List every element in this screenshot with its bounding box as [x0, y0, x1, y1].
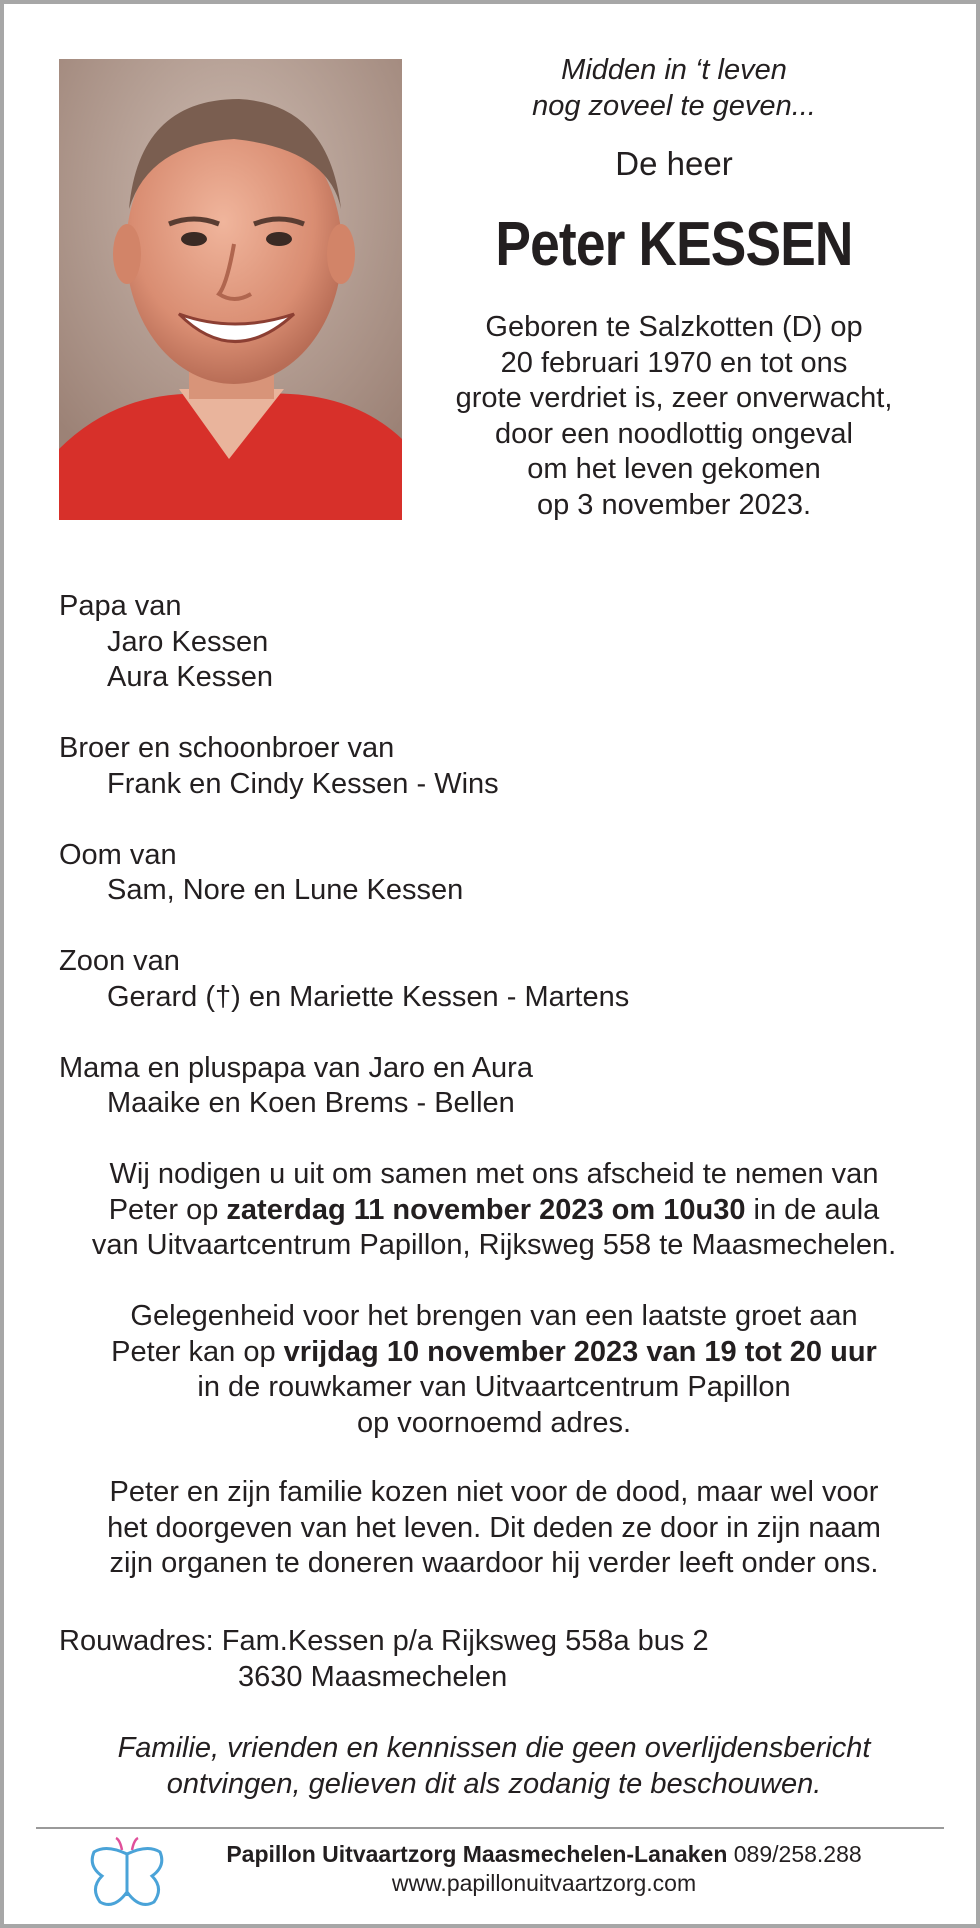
invitation-line: Wij nodigen u uit om samen met ons afscheid te nemen van [109, 1158, 879, 1190]
viewing-line: in de rouwkamer van Uitvaartcentrum Papillon [197, 1371, 791, 1403]
funeral-invitation [44, 1157, 944, 1264]
family-group-label: Oom van [59, 838, 177, 871]
viewing-info [44, 1299, 944, 1441]
family-member: Frank en Cindy Kessen - Wins [107, 767, 499, 800]
funeral-datetime: zaterdag 11 november 2023 om 10u30 [226, 1193, 746, 1226]
viewing-line [44, 1335, 944, 1371]
closing-note [44, 1731, 944, 1802]
funeral-home-name: Papillon Uitvaartzorg Maasmechelen-Lanaken [226, 1841, 728, 1867]
invitation-text: Peter op [108, 1193, 227, 1226]
invitation-line: van Uitvaartcentrum Papillon, Rijksweg 558 te Maasmechelen. [91, 1229, 897, 1261]
butterfly-icon [86, 1836, 172, 1912]
family-list [59, 589, 939, 1157]
family-group [59, 731, 939, 802]
family-group [59, 838, 939, 909]
family-group [59, 944, 939, 1015]
motto-line-2: nog zoveel te geven... [532, 90, 816, 122]
invitation-text: in de aula [745, 1193, 880, 1226]
donation-line: Peter en zijn familie kozen niet voor de dood, maar wel voor [109, 1476, 879, 1508]
donation-line: het doorgeven van het leven. Dit deden ze door in zijn naam [107, 1511, 881, 1544]
header-block [424, 52, 924, 523]
family-group-label: Mama en pluspapa van Jaro en Aura [59, 1051, 533, 1084]
deceased-name: Peter KESSEN [495, 210, 853, 279]
bio-line: 20 februari 1970 en tot ons [500, 346, 848, 379]
address-line-2: 3630 Maasmechelen [238, 1660, 508, 1693]
closing-line: Familie, vrienden en kennissen die geen overlijdensbericht [117, 1732, 871, 1764]
bio-line: om het leven gekomen [527, 453, 821, 485]
invitation-line [44, 1193, 944, 1229]
viewing-line: Gelegenheid voor het brengen van een laatste groet aan [130, 1300, 858, 1332]
funeral-home-line [174, 1840, 914, 1869]
donation-note [44, 1475, 944, 1582]
donation-line: zijn organen te doneren waardoor hij verder leeft onder ons. [109, 1547, 879, 1579]
family-group [59, 589, 939, 696]
viewing-datetime: vrijdag 10 november 2023 van 19 tot 20 uur [283, 1335, 877, 1368]
closing-line: ontvingen, gelieven dit als zodanig te beschouwen. [166, 1767, 822, 1800]
family-member: Sam, Nore en Lune Kessen [107, 874, 464, 906]
bio-line: door een noodlottig ongeval [495, 417, 853, 450]
portrait-photo [59, 59, 402, 520]
bio-line: grote verdriet is, zeer onverwacht, [455, 382, 893, 414]
viewing-text: Peter kan op [111, 1335, 284, 1368]
biography [424, 310, 924, 523]
family-group [59, 1051, 939, 1122]
funeral-home-info [174, 1840, 914, 1898]
funeral-home-website[interactable]: www.papillonuitvaartzorg.com [391, 1870, 697, 1896]
bio-line: Geboren te Salzkotten (D) op [485, 311, 863, 343]
portrait-illustration [59, 59, 402, 520]
family-member: Gerard (†) en Mariette Kessen - Martens [107, 980, 630, 1013]
funeral-home-phone: 089/258.288 [727, 1841, 862, 1867]
family-group-label: Broer en schoonbroer van [59, 732, 395, 764]
motto-line-1: Midden in ‘t leven [561, 54, 787, 86]
family-member: Aura Kessen [107, 661, 274, 693]
family-group-label: Papa van [59, 590, 182, 622]
bio-line: op 3 november 2023. [536, 488, 812, 521]
family-member: Jaro Kessen [107, 625, 269, 658]
footer-divider [36, 1827, 944, 1829]
address-line-1: Rouwadres: Fam.Kessen p/a Rijksweg 558a bus 2 [59, 1625, 709, 1657]
honorific: De heer [615, 145, 733, 182]
motto [424, 52, 924, 124]
family-group-label: Zoon van [59, 945, 180, 977]
viewing-line: op voornoemd adres. [356, 1406, 632, 1439]
mourning-address [59, 1624, 709, 1695]
family-member: Maaike en Koen Brems - Bellen [107, 1087, 515, 1119]
